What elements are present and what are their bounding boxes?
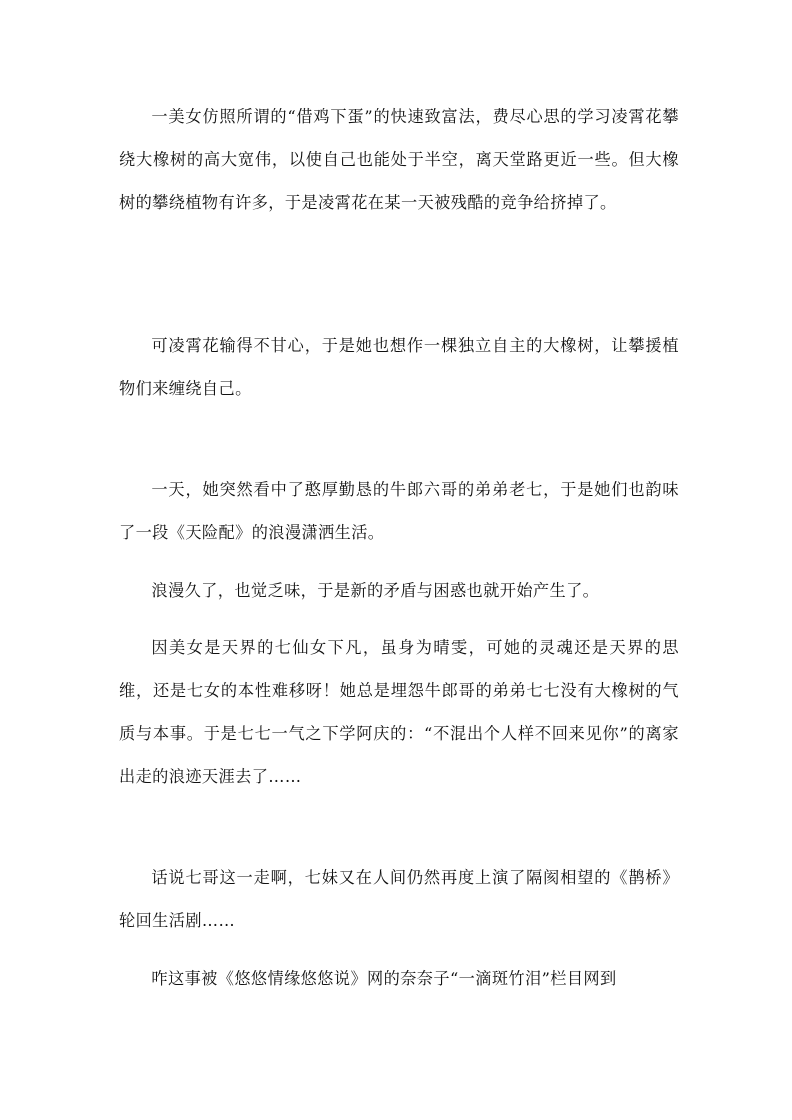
paragraph-6: 话说七哥这一走啊，七妹又在人间仍然再度上演了隔阂相望的《鹊桥》轮回生活剧…… — [119, 868, 679, 930]
paragraph-3: 一天，她突然看中了憨厚勤恳的牛郎六哥的弟弟老七，于是她们也韵味了一段《天险配》的浪漫潇洒生活。 — [119, 480, 679, 542]
paragraph-1: 一美女仿照所谓的“借鸡下蛋”的快速致富法，费尽心思的学习凌霄花攀绕大橡树的高大宽伟，以使自己也能处于半空，离天堂路更近一些。但大橡树的攀绕植物有许多，于是凌霄花在某一天被残酷的竞争给挤掉了。 — [119, 107, 679, 212]
paragraph-4: 浪漫久了，也觉乏味，于是新的矛盾与困惑也就开始产生了。 — [151, 581, 600, 600]
paragraph-2: 可凌霄花输得不甘心，于是她也想作一棵独立自主的大橡树，让攀援植物们来缠绕自己。 — [119, 336, 679, 398]
paragraph-7: 咋这事被《悠悠情缘悠悠说》网的奈奈子“一滴斑竹泪”栏目网到 — [151, 969, 617, 988]
paragraph-5: 因美女是天界的七仙女下凡，虽身为晴雯，可她的灵魂还是天界的思维，还是七女的本性难移呀！她总是埋怨牛郎哥的弟弟七七没有大橡树的气质与本事。于是七七一气之下学阿庆的：“不混出个人样不回来见你”的离家出走的浪迹天涯去了…… — [119, 638, 679, 786]
